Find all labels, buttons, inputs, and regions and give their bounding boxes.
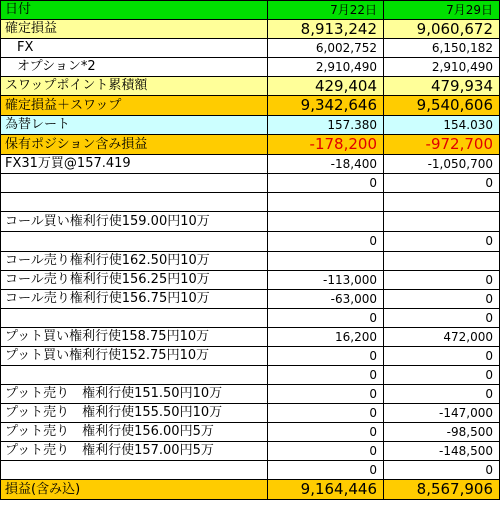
row-swap-accumulated [0,77,500,96]
cell-value[interactable]: 157.380 [268,116,384,134]
cell-label[interactable]: コール買い権利行使159.00円10万 [0,212,268,231]
row-blank [0,461,500,480]
cell-label[interactable]: コール売り権利行使156.25円10万 [0,271,268,289]
row-put-sell [0,404,500,423]
cell-value[interactable]: 472,000 [384,328,500,346]
cell-label[interactable]: 確定損益＋スワップ [0,96,268,115]
row-confirmed-pl [0,20,500,39]
row-blank [0,309,500,328]
cell-value-total[interactable]: 8,567,906 [384,480,500,499]
cell-value[interactable]: 0 [268,442,384,460]
cell-value[interactable]: -1,050,700 [384,155,500,173]
header-date-col2[interactable]: 7月29日 [384,1,500,19]
cell-label[interactable]: 保有ポジション含み損益 [0,135,268,154]
cell-value[interactable]: -148,500 [384,442,500,460]
cell-value[interactable]: -98,500 [384,423,500,441]
header-date-label[interactable]: 日付 [0,1,268,19]
cell-value[interactable]: 0 [384,290,500,308]
cell-label[interactable]: FX [0,39,268,57]
row-empty [0,193,500,212]
row-fx-position [0,155,500,174]
cell-value[interactable]: -63,000 [268,290,384,308]
cell-value[interactable]: 0 [384,309,500,327]
cell-value[interactable]: 16,200 [268,328,384,346]
cell-value[interactable]: -147,000 [384,404,500,422]
cell-label[interactable] [0,461,268,479]
cell-value[interactable]: 0 [384,461,500,479]
cell-value[interactable] [268,252,384,270]
row-put-buy [0,347,500,366]
cell-value[interactable]: 9,342,646 [268,96,384,115]
header-row [0,0,500,20]
cell-value[interactable] [384,193,500,211]
cell-value-negative[interactable]: -972,700 [384,135,500,154]
row-blank [0,232,500,252]
row-blank [0,174,500,193]
row-call-sell [0,271,500,290]
cell-value[interactable] [268,193,384,211]
cell-value[interactable]: 0 [268,347,384,365]
cell-value[interactable]: 0 [268,232,384,251]
row-fx [0,39,500,58]
cell-value[interactable]: 2,910,490 [268,58,384,76]
cell-label[interactable]: スワップポイント累積額 [0,77,268,95]
cell-label[interactable]: オプション*2 [0,58,268,76]
cell-value[interactable] [384,212,500,231]
cell-label[interactable] [0,174,268,192]
cell-value[interactable]: 0 [384,347,500,365]
cell-value[interactable]: 0 [384,385,500,403]
cell-value-total[interactable]: 9,164,446 [268,480,384,499]
row-option [0,58,500,77]
cell-value[interactable]: 0 [268,404,384,422]
cell-value[interactable]: 0 [384,271,500,289]
cell-value-negative[interactable]: -178,200 [268,135,384,154]
cell-value[interactable] [384,252,500,270]
cell-label[interactable] [0,309,268,327]
cell-label[interactable]: 確定損益 [0,20,268,38]
cell-value[interactable]: 0 [268,385,384,403]
row-exchange-rate [0,116,500,135]
row-blank [0,366,500,385]
row-call-sell [0,290,500,309]
cell-label[interactable]: プット売り 権利行使156.00円5万 [0,423,268,441]
cell-value[interactable]: 8,913,242 [268,20,384,38]
cell-value[interactable]: 6,002,752 [268,39,384,57]
cell-value[interactable] [268,212,384,231]
cell-value[interactable]: 9,060,672 [384,20,500,38]
row-call-buy [0,212,500,232]
cell-label[interactable]: コール売り権利行使162.50円10万 [0,252,268,270]
cell-value[interactable]: 0 [268,174,384,192]
cell-value[interactable]: 0 [384,174,500,192]
row-unrealized-pl [0,135,500,155]
row-put-sell [0,423,500,442]
row-put-buy [0,328,500,347]
cell-value[interactable]: 9,540,606 [384,96,500,115]
cell-label[interactable] [0,366,268,384]
cell-value[interactable]: 479,934 [384,77,500,95]
cell-label[interactable]: FX31万買@157.419 [0,155,268,173]
cell-label[interactable] [0,193,268,211]
row-total-pl [0,480,500,500]
cell-label[interactable]: プット買い権利行使152.75円10万 [0,347,268,365]
cell-value[interactable]: 6,150,182 [384,39,500,57]
cell-value[interactable]: -18,400 [268,155,384,173]
cell-label[interactable]: プット売り 権利行使157.00円5万 [0,442,268,460]
row-confirmed-plus-swap [0,96,500,116]
cell-label[interactable]: プット売り 権利行使151.50円10万 [0,385,268,403]
cell-value[interactable]: 0 [268,309,384,327]
row-call-sell [0,252,500,271]
cell-label[interactable]: プット買い権利行使158.75円10万 [0,328,268,346]
cell-label[interactable] [0,232,268,251]
header-date-col1[interactable]: 7月22日 [268,1,384,19]
cell-value[interactable]: 154.030 [384,116,500,134]
cell-value[interactable]: 0 [268,366,384,384]
cell-label[interactable]: コール売り権利行使156.75円10万 [0,290,268,308]
cell-value[interactable]: 0 [384,366,500,384]
cell-label[interactable]: 損益(含み込) [0,480,268,499]
cell-value[interactable]: 2,910,490 [384,58,500,76]
cell-value[interactable]: 429,404 [268,77,384,95]
row-put-sell [0,442,500,461]
cell-value[interactable]: -113,000 [268,271,384,289]
cell-value[interactable]: 0 [268,461,384,479]
cell-value[interactable]: 0 [268,423,384,441]
cell-label[interactable]: プット売り 権利行使155.50円10万 [0,404,268,422]
cell-value[interactable]: 0 [384,232,500,251]
row-put-sell [0,385,500,404]
cell-label[interactable]: 為替レート [0,116,268,134]
